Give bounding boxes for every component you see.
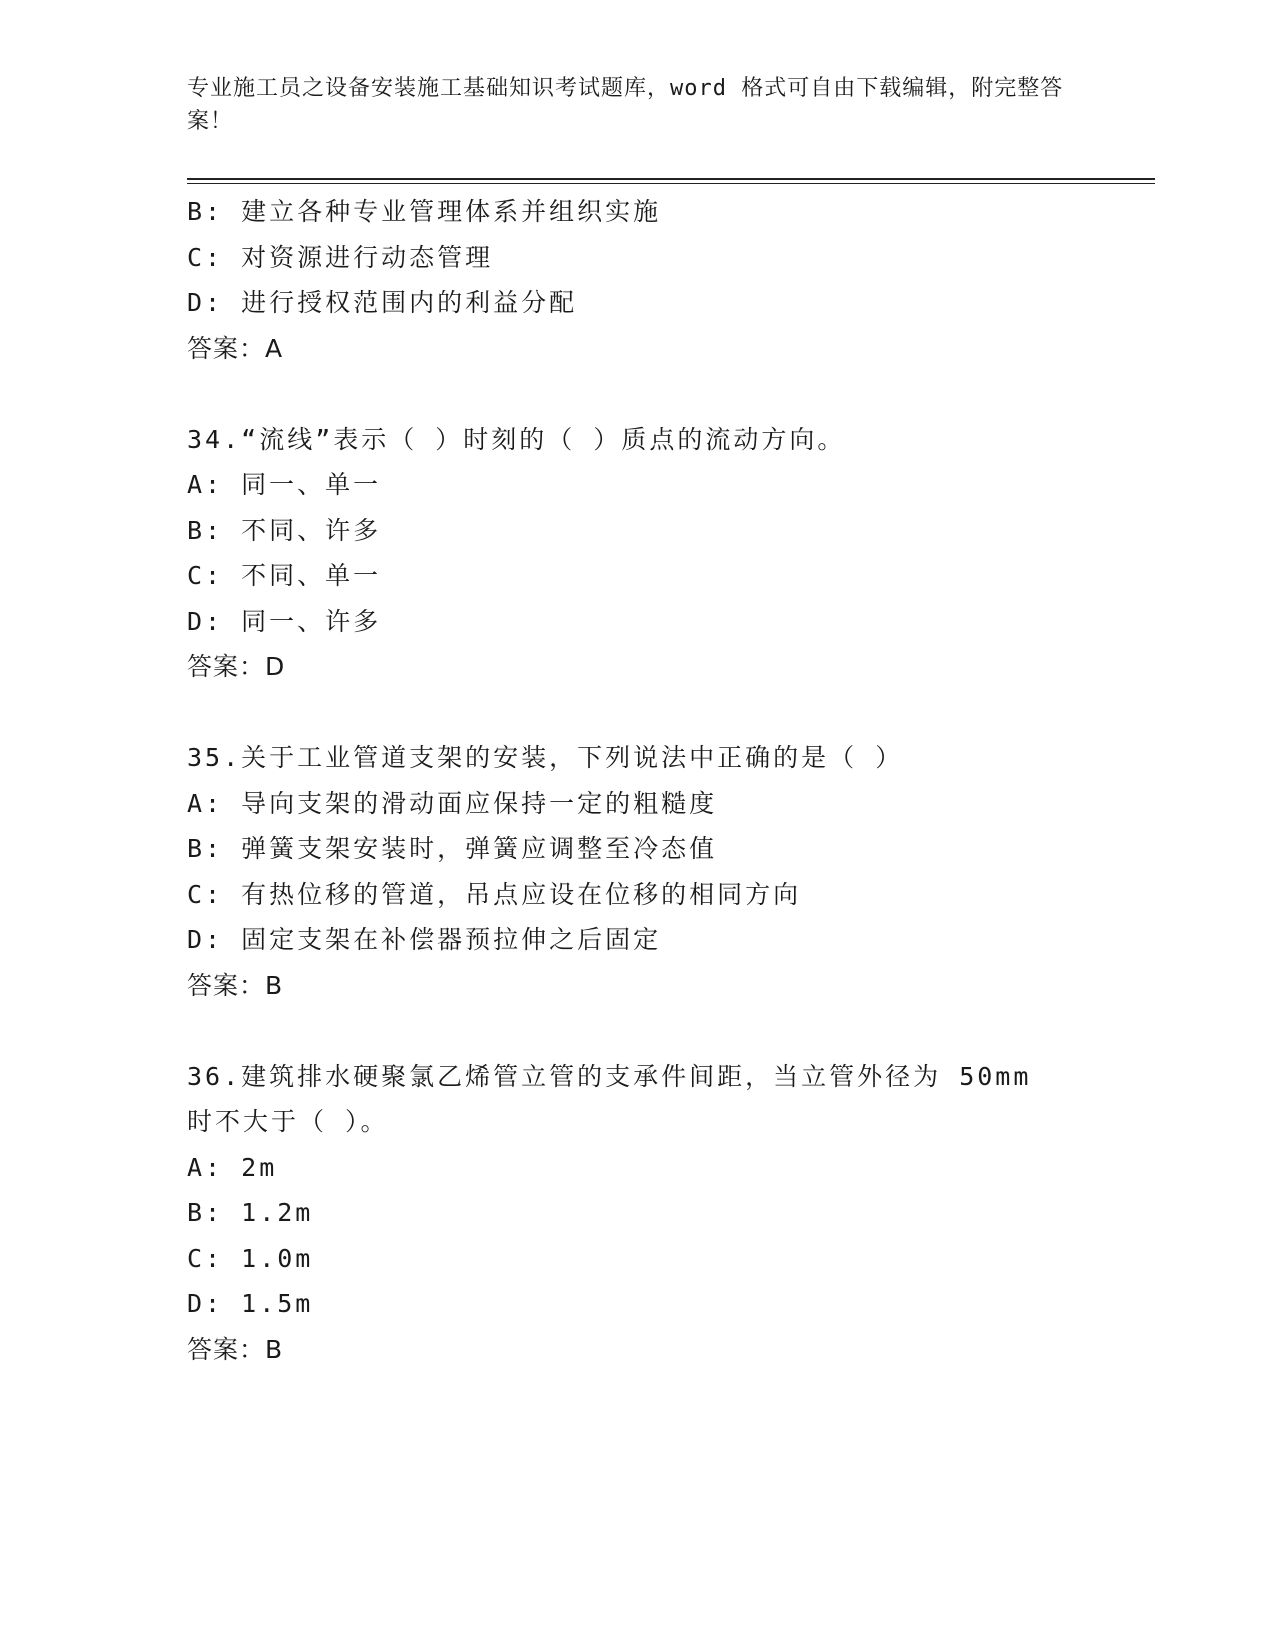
answer-line: 答案：A (187, 333, 284, 363)
question-36 (187, 1054, 1067, 1373)
option-b: B: 建立各种专业管理体系并组织实施 (187, 197, 662, 226)
answer-line: 答案：D (187, 652, 286, 681)
question-stem: 36.建筑排水硬聚氯乙烯管立管的支承件间距，当立管外径为 50mm 时不大于（ ）。 (187, 1061, 1032, 1136)
question-35 (187, 735, 1067, 1008)
question-34 (187, 417, 1067, 690)
option-d: D: 1.5m (187, 1289, 314, 1318)
option-d: D: 固定支架在补偿器预拉伸之后固定 (187, 925, 662, 954)
question-stem: 34.“流线”表示（ ）时刻的（ ）质点的流动方向。 (187, 424, 846, 454)
option-a: A: 2m (187, 1152, 278, 1182)
option-c: C: 有热位移的管道，吊点应设在位移的相同方向 (187, 879, 802, 909)
option-b: B: 不同、许多 (187, 515, 382, 545)
spacer (187, 371, 1067, 417)
option-d: D: 同一、许多 (187, 606, 382, 636)
page-header: 专业施工员之设备安装施工基础知识考试题库，word 格式可自由下载编辑，附完整答案！ (187, 76, 1064, 134)
header-divider (187, 178, 1155, 180)
question-continuation (187, 189, 1067, 371)
header-divider-thin (187, 183, 1155, 184)
option-c: C: 1.0m (187, 1243, 314, 1273)
spacer (187, 1008, 1067, 1054)
spacer (187, 690, 1067, 736)
option-d: D: 进行授权范围内的利益分配 (187, 288, 578, 317)
option-b: B: 弹簧支架安装时，弹簧应调整至冷态值 (187, 834, 718, 863)
option-a: A: 同一、单一 (187, 470, 382, 499)
answer-line: 答案：B (187, 1334, 284, 1364)
option-b: B: 1.2m (187, 1198, 314, 1227)
question-stem: 35.关于工业管道支架的安装，下列说法中正确的是（ ） (187, 743, 904, 772)
option-c: C: 对资源进行动态管理 (187, 242, 494, 272)
option-c: C: 不同、单一 (187, 561, 382, 590)
option-a: A: 导向支架的滑动面应保持一定的粗糙度 (187, 788, 718, 818)
answer-line: 答案：B (187, 970, 284, 1000)
question-list (187, 189, 1067, 1372)
